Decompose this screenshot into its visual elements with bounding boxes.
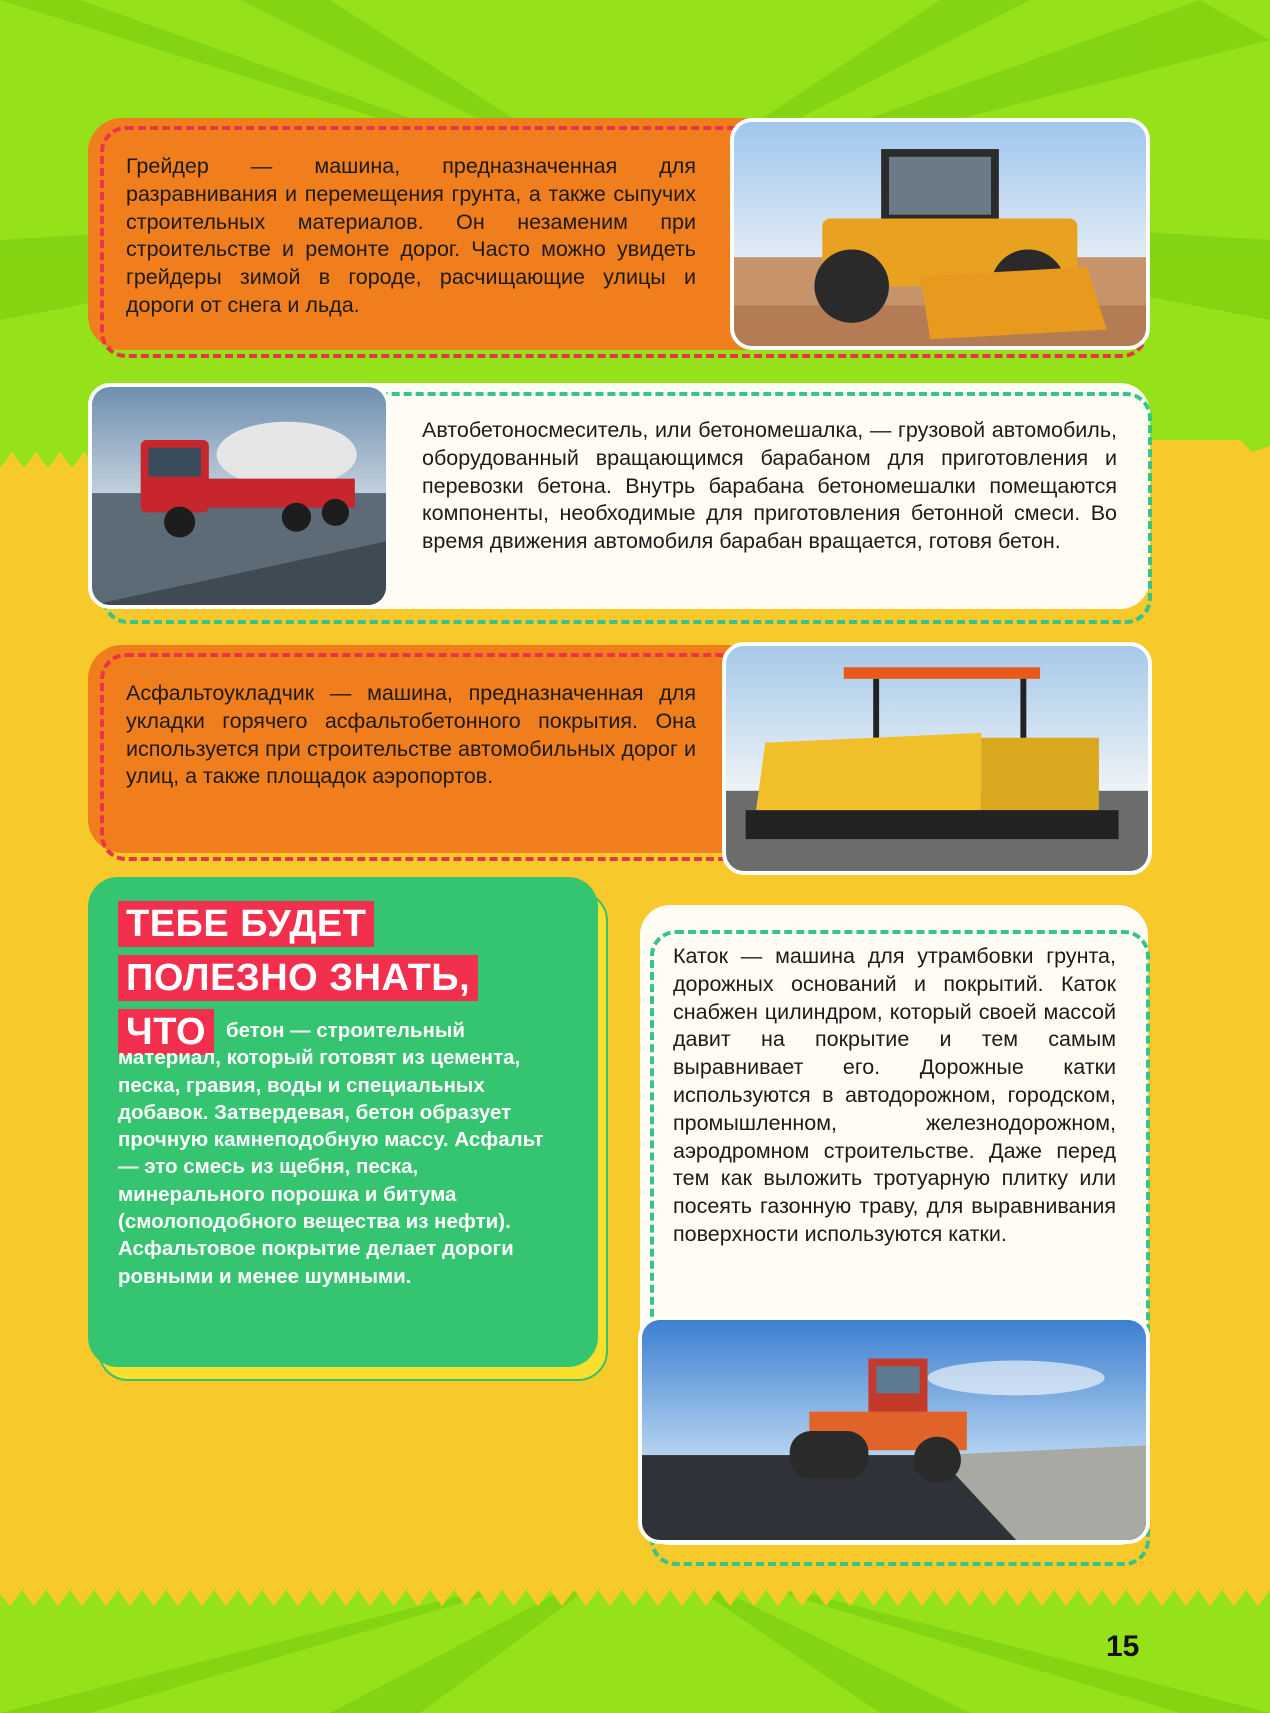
road-roller-photo [638, 1316, 1150, 1544]
roller-description: Каток — машина для утрамбовки грунта, дорожных оснований и покрытий. Каток снабжен цилиндром, который своей массой давит на покрытие и тем самым выравнивает его. Дорожные катки используются в автодорожном, городском, промышленном, железнодорожном, аэродромном строительстве. Даже перед тем как выложить тротуарную плитку или посеять газонную траву, для выравнивания поверхности используются катки. [673, 944, 1116, 1246]
fact-heading-line-3: ЧТО [118, 1009, 214, 1055]
page-number: 15 [1106, 1630, 1140, 1663]
fact-body-text: бетон — строительный материал, который готовят из цемента, песка, гравия, воды и специальных добавок. Затвердевая, бетон образует прочную камнеподобную массу. Асфальт — это смесь из щебня, песка, минерального порошка и битума (смолоподобного вещества из нефти). Асфальтовое покрытие делает дороги ровными и менее шумными. [118, 1019, 544, 1288]
grader-description: Грейдер — машина, предназначенная для разравнивания и перемещения грунта, а также сыпучих строительных материалов. Он незаменим при строительстве и ремонте дорог. Часто можно увидеть грейдеры зимой в городе, расчищающие улицы и дороги от снега и льда. [126, 154, 696, 317]
concrete-mixer-photo [88, 383, 390, 609]
useful-fact-box [88, 877, 608, 1377]
grader-photo [730, 118, 1150, 350]
asphalt-paver-photo [722, 642, 1152, 875]
mixer-description: Автобетоносмеситель, или бетономешалка, — грузовой автомобиль, оборудованный вращающимся барабаном для приготовления и перевозки бетона. Внутрь барабана бетономешалки помещаются компоненты, необходимые для приготовления бетонной смеси. Во время движения автомобиля барабан вращается, готовя бетон. [422, 418, 1117, 554]
fact-heading-line-2: ПОЛЕЗНО ЗНАТЬ, [118, 955, 478, 1001]
fact-heading-line-1: ТЕБЕ БУДЕТ [118, 901, 374, 947]
paver-description: Асфальтоукладчик — машина, предназначенная для укладки горячего асфальтобетонного покрытия. Она используется при строительстве автомобильных дорог и улиц, а также площадок аэропортов. [126, 681, 696, 789]
